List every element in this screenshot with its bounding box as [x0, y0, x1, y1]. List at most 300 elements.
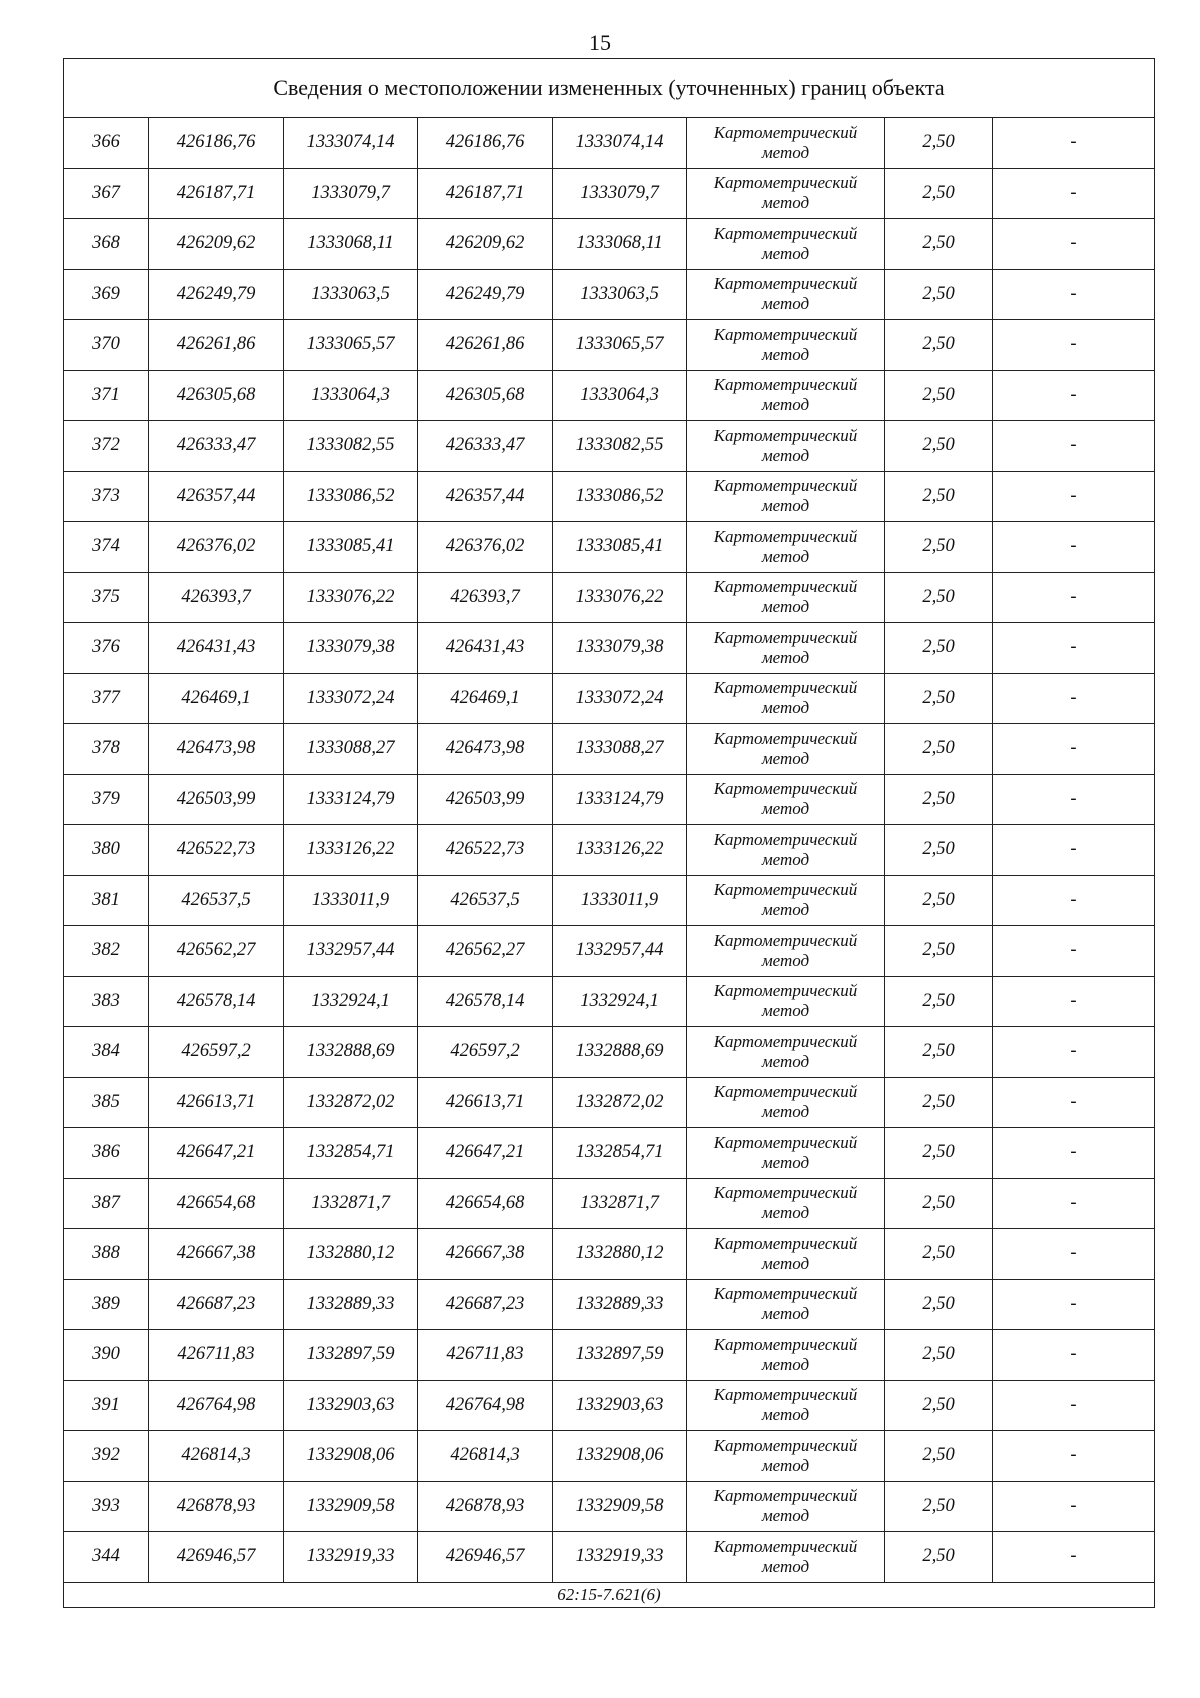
description-cell: -: [993, 1431, 1155, 1482]
new-x-cell: 426537,5: [418, 875, 553, 926]
method-line-2: метод: [761, 1102, 810, 1122]
point-number-cell: 386: [64, 1128, 149, 1179]
method-line-1: Картометрический: [713, 981, 858, 1001]
method-cell: [687, 219, 885, 270]
old-y-cell: 1333076,22: [284, 572, 418, 623]
table-row: [64, 673, 1155, 724]
precision-cell: 2,50: [885, 623, 993, 674]
new-y-cell: 1333063,5: [553, 269, 687, 320]
old-x-cell: 426522,73: [149, 825, 284, 876]
new-y-cell: 1332919,33: [553, 1532, 687, 1583]
point-number-cell: 380: [64, 825, 149, 876]
description-cell: -: [993, 1279, 1155, 1330]
old-x-cell: 426209,62: [149, 219, 284, 270]
old-y-cell: 1333124,79: [284, 774, 418, 825]
table-row: [64, 1431, 1155, 1482]
method-cell: [687, 471, 885, 522]
method-line-2: метод: [761, 1506, 810, 1526]
description-cell: -: [993, 118, 1155, 169]
method-cell: [687, 724, 885, 775]
precision-cell: 2,50: [885, 926, 993, 977]
table-caption-row: [64, 59, 1155, 118]
method-line-2: метод: [761, 900, 810, 920]
table-row: [64, 623, 1155, 674]
point-number-cell: 371: [64, 370, 149, 421]
method-line-2: метод: [761, 546, 810, 566]
method-line-2: метод: [761, 1253, 810, 1273]
point-number-cell: 344: [64, 1532, 149, 1583]
description-cell: -: [993, 168, 1155, 219]
description-cell: -: [993, 1077, 1155, 1128]
description-cell: -: [993, 471, 1155, 522]
method-line-1: Картометрический: [713, 1435, 858, 1455]
old-x-cell: 426261,86: [149, 320, 284, 371]
table-row: [64, 1330, 1155, 1381]
boundary-coordinates-table: [63, 58, 1155, 1608]
description-cell: -: [993, 1178, 1155, 1229]
table-row: [64, 370, 1155, 421]
description-cell: -: [993, 421, 1155, 472]
new-y-cell: 1333072,24: [553, 673, 687, 724]
method-cell: [687, 168, 885, 219]
new-y-cell: 1333011,9: [553, 875, 687, 926]
point-number-cell: 369: [64, 269, 149, 320]
new-x-cell: 426814,3: [418, 1431, 553, 1482]
method-cell: [687, 1330, 885, 1381]
method-line-1: Картометрический: [713, 1334, 858, 1354]
old-x-cell: 426878,93: [149, 1481, 284, 1532]
method-line-2: метод: [761, 344, 810, 364]
method-line-1: Картометрический: [713, 1132, 858, 1152]
method-line-2: метод: [761, 748, 810, 768]
point-number-cell: 378: [64, 724, 149, 775]
precision-cell: 2,50: [885, 774, 993, 825]
new-x-cell: 426522,73: [418, 825, 553, 876]
method-line-2: метод: [761, 1405, 810, 1425]
method-cell: [687, 370, 885, 421]
method-cell: [687, 1027, 885, 1078]
method-line-1: Картометрический: [713, 678, 858, 698]
new-x-cell: 426946,57: [418, 1532, 553, 1583]
new-y-cell: 1333085,41: [553, 522, 687, 573]
point-number-cell: 377: [64, 673, 149, 724]
method-line-1: Картометрический: [713, 880, 858, 900]
old-y-cell: 1332924,1: [284, 976, 418, 1027]
precision-cell: 2,50: [885, 1128, 993, 1179]
new-y-cell: 1332871,7: [553, 1178, 687, 1229]
method-cell: [687, 522, 885, 573]
table-row: [64, 1178, 1155, 1229]
table-row: [64, 1027, 1155, 1078]
point-number-cell: 368: [64, 219, 149, 270]
method-line-2: метод: [761, 496, 810, 516]
point-number-cell: 391: [64, 1380, 149, 1431]
new-y-cell: 1333074,14: [553, 118, 687, 169]
description-cell: -: [993, 572, 1155, 623]
old-x-cell: 426473,98: [149, 724, 284, 775]
method-line-1: Картометрический: [713, 1031, 858, 1051]
method-cell: [687, 1077, 885, 1128]
new-y-cell: 1333064,3: [553, 370, 687, 421]
method-line-2: метод: [761, 1304, 810, 1324]
old-y-cell: 1332909,58: [284, 1481, 418, 1532]
method-cell: [687, 825, 885, 876]
old-x-cell: 426814,3: [149, 1431, 284, 1482]
point-number-cell: 389: [64, 1279, 149, 1330]
method-cell: [687, 774, 885, 825]
new-x-cell: 426473,98: [418, 724, 553, 775]
point-number-cell: 375: [64, 572, 149, 623]
precision-cell: 2,50: [885, 1027, 993, 1078]
new-y-cell: 1333124,79: [553, 774, 687, 825]
new-x-cell: 426261,86: [418, 320, 553, 371]
table-row: [64, 269, 1155, 320]
old-x-cell: 426613,71: [149, 1077, 284, 1128]
description-cell: -: [993, 825, 1155, 876]
point-number-cell: 367: [64, 168, 149, 219]
method-cell: [687, 1481, 885, 1532]
new-x-cell: 426333,47: [418, 421, 553, 472]
new-y-cell: 1332957,44: [553, 926, 687, 977]
new-x-cell: 426597,2: [418, 1027, 553, 1078]
precision-cell: 2,50: [885, 825, 993, 876]
point-number-cell: 382: [64, 926, 149, 977]
precision-cell: 2,50: [885, 1229, 993, 1280]
method-cell: [687, 875, 885, 926]
precision-cell: 2,50: [885, 1380, 993, 1431]
method-line-2: метод: [761, 950, 810, 970]
new-x-cell: 426503,99: [418, 774, 553, 825]
method-cell: [687, 1380, 885, 1431]
new-x-cell: 426305,68: [418, 370, 553, 421]
old-y-cell: 1332903,63: [284, 1380, 418, 1431]
method-line-1: Картометрический: [713, 476, 858, 496]
method-line-2: метод: [761, 647, 810, 667]
method-line-2: метод: [761, 445, 810, 465]
old-x-cell: 426357,44: [149, 471, 284, 522]
old-x-cell: 426597,2: [149, 1027, 284, 1078]
old-x-cell: 426687,23: [149, 1279, 284, 1330]
old-x-cell: 426469,1: [149, 673, 284, 724]
new-y-cell: 1333086,52: [553, 471, 687, 522]
precision-cell: 2,50: [885, 522, 993, 573]
old-x-cell: 426249,79: [149, 269, 284, 320]
table-row: [64, 976, 1155, 1027]
method-cell: [687, 1178, 885, 1229]
method-line-2: метод: [761, 849, 810, 869]
method-line-1: Картометрический: [713, 1536, 858, 1556]
method-line-2: метод: [761, 1001, 810, 1021]
method-line-2: метод: [761, 597, 810, 617]
precision-cell: 2,50: [885, 471, 993, 522]
method-cell: [687, 976, 885, 1027]
description-cell: -: [993, 1330, 1155, 1381]
page-number: 15: [589, 30, 611, 55]
method-line-1: Картометрический: [713, 1284, 858, 1304]
precision-cell: 2,50: [885, 976, 993, 1027]
table-row: [64, 1380, 1155, 1431]
precision-cell: 2,50: [885, 724, 993, 775]
method-line-1: Картометрический: [713, 930, 858, 950]
old-x-cell: 426654,68: [149, 1178, 284, 1229]
new-x-cell: 426687,23: [418, 1279, 553, 1330]
method-cell: [687, 623, 885, 674]
new-x-cell: 426357,44: [418, 471, 553, 522]
method-cell: [687, 1431, 885, 1482]
description-cell: -: [993, 1380, 1155, 1431]
new-y-cell: 1333068,11: [553, 219, 687, 270]
description-cell: -: [993, 1229, 1155, 1280]
old-y-cell: 1332854,71: [284, 1128, 418, 1179]
old-x-cell: 426711,83: [149, 1330, 284, 1381]
precision-cell: 2,50: [885, 1481, 993, 1532]
table-row: [64, 471, 1155, 522]
method-line-1: Картометрический: [713, 122, 858, 142]
method-cell: [687, 673, 885, 724]
old-y-cell: 1333072,24: [284, 673, 418, 724]
description-cell: -: [993, 1128, 1155, 1179]
new-y-cell: 1332872,02: [553, 1077, 687, 1128]
method-line-1: Картометрический: [713, 829, 858, 849]
description-cell: -: [993, 724, 1155, 775]
point-number-cell: 381: [64, 875, 149, 926]
old-x-cell: 426537,5: [149, 875, 284, 926]
point-number-cell: 374: [64, 522, 149, 573]
old-y-cell: 1333065,57: [284, 320, 418, 371]
new-y-cell: 1332903,63: [553, 1380, 687, 1431]
table-row: [64, 421, 1155, 472]
method-line-1: Картометрический: [713, 779, 858, 799]
new-y-cell: 1332888,69: [553, 1027, 687, 1078]
new-y-cell: 1333082,55: [553, 421, 687, 472]
precision-cell: 2,50: [885, 370, 993, 421]
point-number-cell: 384: [64, 1027, 149, 1078]
old-x-cell: 426186,76: [149, 118, 284, 169]
new-y-cell: 1333126,22: [553, 825, 687, 876]
method-line-2: метод: [761, 142, 810, 162]
new-y-cell: 1332880,12: [553, 1229, 687, 1280]
table-footer: 62:15-7.621(6): [64, 1582, 1155, 1607]
method-line-2: метод: [761, 698, 810, 718]
description-cell: -: [993, 522, 1155, 573]
method-line-1: Картометрический: [713, 1486, 858, 1506]
precision-cell: 2,50: [885, 673, 993, 724]
precision-cell: 2,50: [885, 1077, 993, 1128]
old-x-cell: 426376,02: [149, 522, 284, 573]
old-y-cell: 1333068,11: [284, 219, 418, 270]
method-cell: [687, 926, 885, 977]
old-x-cell: 426647,21: [149, 1128, 284, 1179]
point-number-cell: 366: [64, 118, 149, 169]
method-line-1: Картометрический: [713, 274, 858, 294]
point-number-cell: 376: [64, 623, 149, 674]
method-line-2: метод: [761, 1152, 810, 1172]
table-row: [64, 572, 1155, 623]
table-row: [64, 1279, 1155, 1330]
old-y-cell: 1333064,3: [284, 370, 418, 421]
new-y-cell: 1333065,57: [553, 320, 687, 371]
table-row: [64, 825, 1155, 876]
method-cell: [687, 1279, 885, 1330]
description-cell: -: [993, 926, 1155, 977]
new-y-cell: 1332897,59: [553, 1330, 687, 1381]
new-y-cell: 1333088,27: [553, 724, 687, 775]
old-x-cell: 426333,47: [149, 421, 284, 472]
method-line-2: метод: [761, 243, 810, 263]
new-x-cell: 426654,68: [418, 1178, 553, 1229]
method-line-1: Картометрический: [713, 627, 858, 647]
table-row: [64, 926, 1155, 977]
old-y-cell: 1332897,59: [284, 1330, 418, 1381]
method-line-2: метод: [761, 1203, 810, 1223]
point-number-cell: 383: [64, 976, 149, 1027]
description-cell: -: [993, 1027, 1155, 1078]
method-line-2: метод: [761, 1455, 810, 1475]
method-line-1: Картометрический: [713, 223, 858, 243]
method-line-1: Картометрический: [713, 577, 858, 597]
description-cell: -: [993, 623, 1155, 674]
old-x-cell: 426667,38: [149, 1229, 284, 1280]
method-line-1: Картометрический: [713, 324, 858, 344]
precision-cell: 2,50: [885, 1330, 993, 1381]
table-row: [64, 724, 1155, 775]
table-row: [64, 168, 1155, 219]
method-line-2: метод: [761, 1556, 810, 1576]
new-x-cell: 426469,1: [418, 673, 553, 724]
method-line-1: Картометрический: [713, 375, 858, 395]
method-line-1: Картометрический: [713, 173, 858, 193]
point-number-cell: 393: [64, 1481, 149, 1532]
new-y-cell: 1333076,22: [553, 572, 687, 623]
old-x-cell: 426562,27: [149, 926, 284, 977]
table-row: [64, 522, 1155, 573]
old-x-cell: 426431,43: [149, 623, 284, 674]
new-x-cell: 426878,93: [418, 1481, 553, 1532]
table-row: [64, 320, 1155, 371]
point-number-cell: 392: [64, 1431, 149, 1482]
point-number-cell: 388: [64, 1229, 149, 1280]
table-row: [64, 1532, 1155, 1583]
new-x-cell: 426187,71: [418, 168, 553, 219]
table-caption: Сведения о местоположении измененных (уточненных) границ объекта: [64, 59, 1155, 118]
new-y-cell: 1333079,38: [553, 623, 687, 674]
new-x-cell: 426647,21: [418, 1128, 553, 1179]
new-x-cell: 426431,43: [418, 623, 553, 674]
new-x-cell: 426249,79: [418, 269, 553, 320]
old-y-cell: 1332957,44: [284, 926, 418, 977]
new-y-cell: 1332908,06: [553, 1431, 687, 1482]
old-y-cell: 1333011,9: [284, 875, 418, 926]
method-line-1: Картометрический: [713, 425, 858, 445]
precision-cell: 2,50: [885, 168, 993, 219]
old-y-cell: 1333063,5: [284, 269, 418, 320]
method-cell: [687, 1128, 885, 1179]
point-number-cell: 390: [64, 1330, 149, 1381]
table-row: [64, 1077, 1155, 1128]
new-x-cell: 426578,14: [418, 976, 553, 1027]
method-line-1: Картометрический: [713, 1385, 858, 1405]
table-row: [64, 118, 1155, 169]
method-cell: [687, 572, 885, 623]
old-y-cell: 1333079,7: [284, 168, 418, 219]
precision-cell: 2,50: [885, 1532, 993, 1583]
precision-cell: 2,50: [885, 572, 993, 623]
new-x-cell: 426667,38: [418, 1229, 553, 1280]
description-cell: -: [993, 269, 1155, 320]
new-x-cell: 426376,02: [418, 522, 553, 573]
method-cell: [687, 1532, 885, 1583]
table-row: [64, 875, 1155, 926]
description-cell: -: [993, 673, 1155, 724]
precision-cell: 2,50: [885, 269, 993, 320]
new-x-cell: 426393,7: [418, 572, 553, 623]
new-y-cell: 1332889,33: [553, 1279, 687, 1330]
old-y-cell: 1333082,55: [284, 421, 418, 472]
table-row: [64, 219, 1155, 270]
old-x-cell: 426187,71: [149, 168, 284, 219]
old-y-cell: 1332889,33: [284, 1279, 418, 1330]
method-line-1: Картометрический: [713, 1233, 858, 1253]
method-line-2: метод: [761, 799, 810, 819]
old-x-cell: 426578,14: [149, 976, 284, 1027]
old-x-cell: 426764,98: [149, 1380, 284, 1431]
description-cell: -: [993, 774, 1155, 825]
point-number-cell: 379: [64, 774, 149, 825]
method-line-1: Картометрический: [713, 526, 858, 546]
table-row: [64, 774, 1155, 825]
method-line-2: метод: [761, 1051, 810, 1071]
table-row: [64, 1229, 1155, 1280]
old-y-cell: 1333074,14: [284, 118, 418, 169]
new-x-cell: 426562,27: [418, 926, 553, 977]
method-cell: [687, 421, 885, 472]
old-y-cell: 1333086,52: [284, 471, 418, 522]
precision-cell: 2,50: [885, 875, 993, 926]
description-cell: -: [993, 976, 1155, 1027]
point-number-cell: 370: [64, 320, 149, 371]
old-x-cell: 426393,7: [149, 572, 284, 623]
precision-cell: 2,50: [885, 219, 993, 270]
old-y-cell: 1332871,7: [284, 1178, 418, 1229]
description-cell: -: [993, 370, 1155, 421]
new-y-cell: 1332854,71: [553, 1128, 687, 1179]
method-cell: [687, 269, 885, 320]
description-cell: -: [993, 1481, 1155, 1532]
method-line-1: Картометрический: [713, 1183, 858, 1203]
old-x-cell: 426946,57: [149, 1532, 284, 1583]
method-line-1: Картометрический: [713, 1082, 858, 1102]
precision-cell: 2,50: [885, 118, 993, 169]
new-y-cell: 1332924,1: [553, 976, 687, 1027]
description-cell: -: [993, 1532, 1155, 1583]
new-y-cell: 1332909,58: [553, 1481, 687, 1532]
precision-cell: 2,50: [885, 1178, 993, 1229]
method-line-2: метод: [761, 395, 810, 415]
point-number-cell: 387: [64, 1178, 149, 1229]
table-row: [64, 1128, 1155, 1179]
old-y-cell: 1333085,41: [284, 522, 418, 573]
method-line-2: метод: [761, 294, 810, 314]
old-y-cell: 1333126,22: [284, 825, 418, 876]
old-y-cell: 1332888,69: [284, 1027, 418, 1078]
precision-cell: 2,50: [885, 1279, 993, 1330]
method-line-1: Картометрический: [713, 728, 858, 748]
point-number-cell: 372: [64, 421, 149, 472]
old-y-cell: 1332908,06: [284, 1431, 418, 1482]
description-cell: -: [993, 320, 1155, 371]
old-y-cell: 1332872,02: [284, 1077, 418, 1128]
new-x-cell: 426613,71: [418, 1077, 553, 1128]
